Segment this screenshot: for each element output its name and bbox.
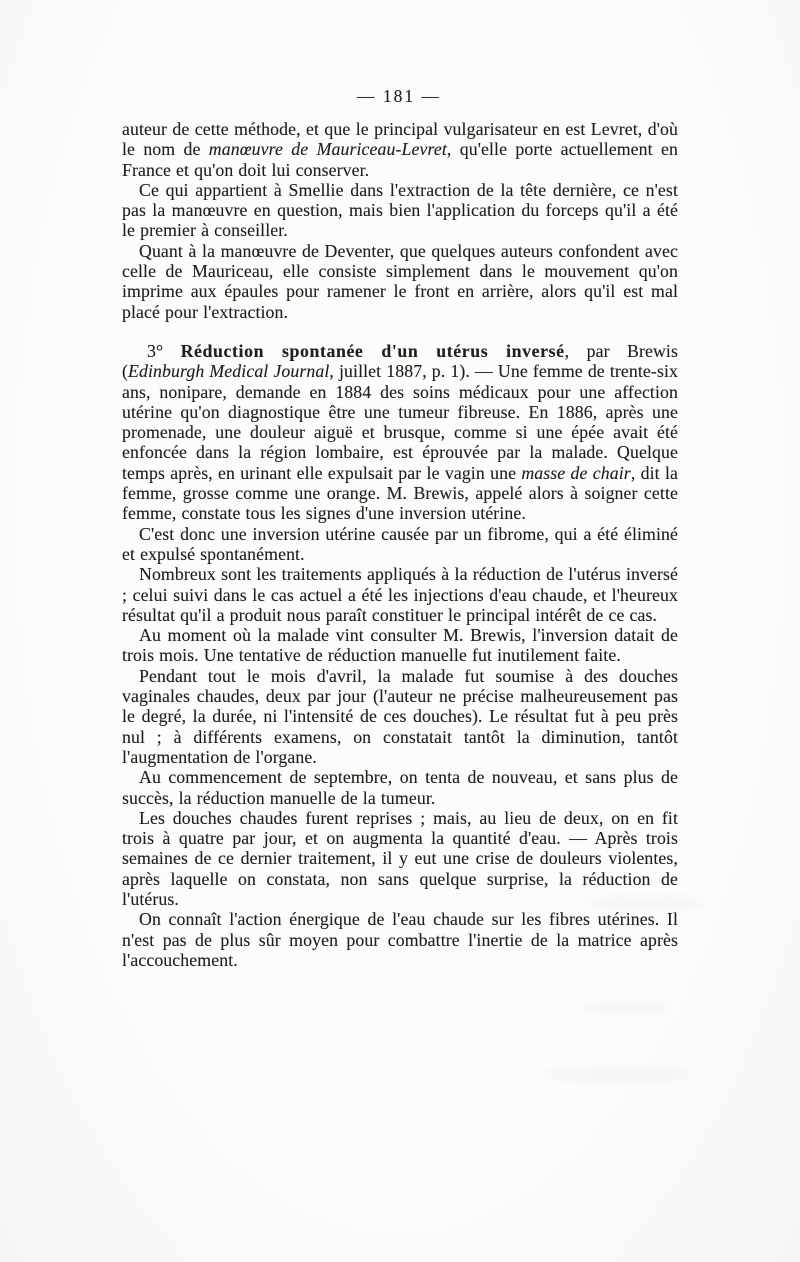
scan-smudge xyxy=(540,1068,690,1081)
text-run: Au moment où la malade vint consulter M. Brewis, l'inversion datait de trois mois. Une tentative de réduction manuelle fut inutilement faite. xyxy=(122,625,678,666)
paragraph xyxy=(122,524,678,565)
text-run: C'est donc une inversion utérine causée par un fibrome, qui a été éliminé et expulsé spontanément. xyxy=(122,523,678,564)
text-run-italic: masse de chair xyxy=(521,462,631,483)
paragraph xyxy=(122,119,678,180)
page-number: — 181 — xyxy=(357,86,441,106)
paragraph xyxy=(122,625,678,666)
paragraph xyxy=(122,180,678,241)
text-run: 3° xyxy=(147,340,181,361)
text-run: Ce qui appartient à Smellie dans l'extraction de la tête dernière, ce n'est pas la manœuvre en question, mais bien l'application du forceps qu'il a été le premier à conseiller. xyxy=(122,179,678,241)
paragraph xyxy=(122,909,678,970)
text-run: , juillet 1887, p. 1). — Une femme de trente-six ans, nonipare, demande en 1884 des soins médicaux pour une affection utérine qu'on diagnostique être une tumeur fibreuse. En 1886, après une promenade, une douleur aiguë et brusque, comme si une épée avait été enfoncée dans la région lombaire, est éprouvée par la malade. Quelque temps après, en urinant elle expulsait par le vagin une xyxy=(122,361,679,483)
text-run: Au commencement de septembre, on tenta de nouveau, et sans plus de succès, la réduction manuelle de la tumeur. xyxy=(122,767,678,808)
scan-smudge xyxy=(580,1002,670,1014)
text-run-italic: manœuvre de Mauriceau-Levret xyxy=(208,139,447,160)
journal-name: Edinburgh Medical Journal xyxy=(128,361,330,382)
paragraph xyxy=(122,241,678,322)
section-title: Réduction spontanée d'un utérus inversé xyxy=(180,340,565,361)
text-run: , par Brewis ( xyxy=(122,340,678,382)
paragraph xyxy=(122,808,678,909)
text-run: Nombreux sont les traitements appliqués à la réduction de l'utérus inversé ; celui suivi dans le cas actuel a été les injections d'eau chaude, et l'heureux résultat qu'il a produit nous paraît constituer le principal intérêt de ce cas. xyxy=(122,564,678,625)
text-run: , dit la femme, grosse comme une orange. M. Brewis, appelé alors à soigner cette femme, constate tous les signes d'une inversion utérine. xyxy=(122,462,678,524)
paragraph xyxy=(122,564,678,625)
text-block xyxy=(122,119,678,970)
paragraph xyxy=(122,666,678,767)
paragraph xyxy=(122,767,678,808)
text-run: , qu'elle porte actuellement en France et qu'on doit lui conserver. xyxy=(122,139,678,180)
section-heading-paragraph xyxy=(122,341,678,524)
text-run: Quant à la manœuvre de Deventer, que quelques auteurs confondent avec celle de Mauriceau, elle consiste simplement dans le mouvement qu'on imprime aux épaules pour ramener le front en arrière, alors qu'il est mal placé pour l'extraction. xyxy=(122,240,678,322)
text-run: Pendant tout le mois d'avril, la malade fut soumise à des douches vaginales chaudes, deux par jour (l'auteur ne précise malheureusement pas le degré, la durée, ni l'intensité de ces douches). Le résultat fut à peu près nul ; à différents examens, on constatait tantôt la diminution, tantôt l'augmentation de l'organe. xyxy=(122,665,678,767)
text-run: auteur de cette méthode, et que le principal vulgarisateur en est Levret, d'où le nom de xyxy=(122,119,678,160)
text-run: On connaît l'action énergique de l'eau chaude sur les fibres utérines. Il n'est pas de plus sûr moyen pour combattre l'inertie de la matrice après l'accouchement. xyxy=(122,909,678,970)
text-run: Les douches chaudes furent reprises ; mais, au lieu de deux, on en fit trois à quatre par jour, et on augmenta la quantité d'eau. — Après trois semaines de ce dernier traitement, il y eut une crise de douleurs violentes, après laquelle on constata, non sans quelque surprise, la réduction de l'utérus. xyxy=(122,807,678,909)
